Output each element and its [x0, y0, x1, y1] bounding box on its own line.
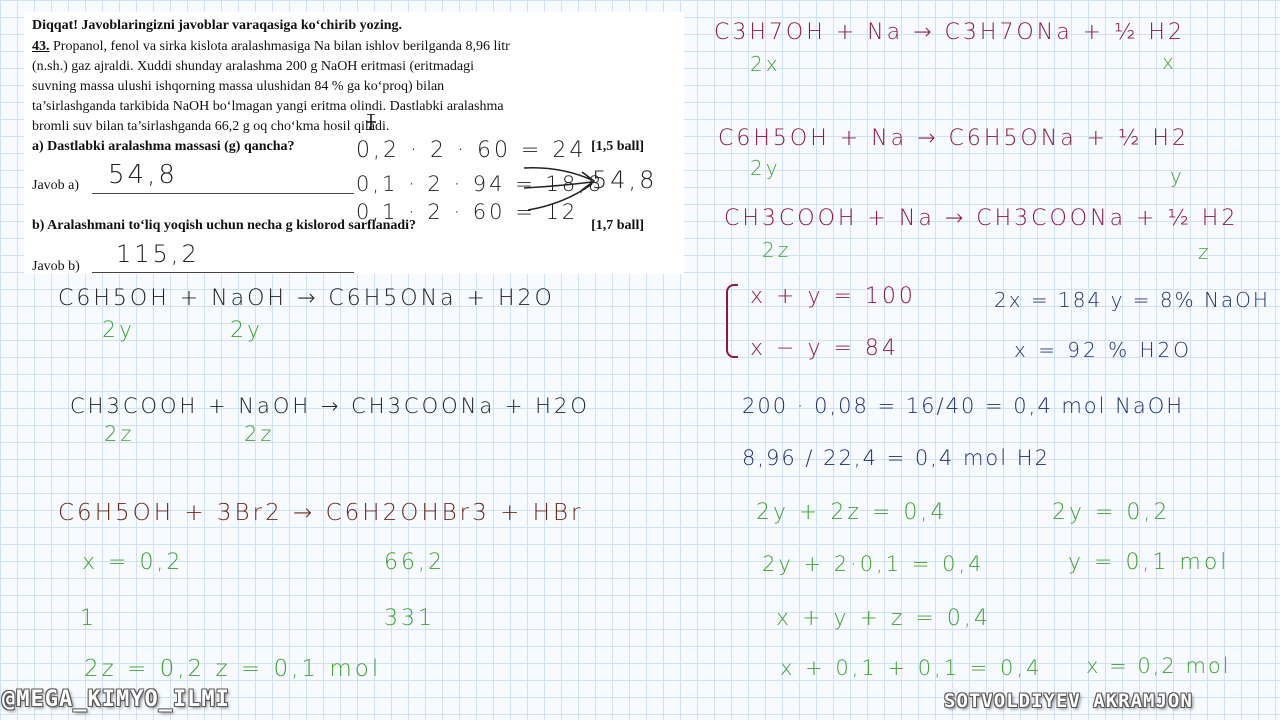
answer-a-value: 54,8: [108, 160, 178, 190]
answer-b-line: [92, 272, 354, 273]
system-brace: [726, 284, 738, 358]
calc-line-1: 0,2 · 2 · 60 = 24: [356, 138, 587, 163]
problem-line-4: ta’sirlashganda tarkibida NaOH bo‘lmagan yangi eritma olindi. Dastlabki aralashma: [32, 99, 504, 114]
acetic-naoh-equation: CH3COOH + NaOH → CH3COONa + H2O: [70, 394, 590, 418]
answer-b-label: Javob b): [32, 259, 80, 274]
system-solution-1: 2x = 184 y = 8% NaOH: [994, 288, 1270, 312]
notice-text: Diqqat! Javoblaringizni javoblar varaqasiga ko‘chirib yozing.: [32, 18, 402, 33]
propanol-na-equation: C3H7OH + Na → C3H7ONa + ½ H2: [714, 20, 1185, 45]
h2-moles: 8,96 / 22,4 = 0,4 mol H2: [742, 446, 1050, 470]
answer-a-line: [92, 193, 354, 194]
score-a: [1,5 ball]: [591, 139, 644, 154]
eq-x-substituted: x + 0,1 + 0,1 = 0,4: [780, 656, 1043, 680]
acetic-naoh-coef-1: 2z: [104, 422, 135, 446]
answer-b-value: 115,2: [116, 240, 200, 268]
phenol-h2-coef: y: [1170, 164, 1185, 188]
problem-line-5: bromli suv bilan ta’sirlashganda 66,2 g oq cho‘kma hosil qiladi.: [32, 119, 390, 134]
phenol-naoh-coef-2: 2y: [230, 318, 264, 343]
system-eq-2: x − y = 84: [750, 336, 899, 361]
watermark-channel: @MEGA_KIMYO_ILMI: [2, 687, 230, 712]
propanol-coef: 2x: [750, 52, 781, 76]
phenol-bromine-equation: C6H5OH + 3Br2 → C6H2OHBr3 + HBr: [58, 500, 584, 526]
question-a: a) Dastlabki aralashma massasi (g) qancha?: [32, 139, 295, 154]
eq-2y: 2y = 0,2: [1052, 500, 1171, 525]
eq-sum-xyz: x + y + z = 0,4: [776, 606, 991, 631]
problem-line-3: suvning massa ulushi ishqorning massa ulushidan 84 % ga ko‘proq) bilan: [32, 79, 445, 94]
acetic-naoh-coef-2: 2z: [244, 422, 275, 446]
naoh-moles: 200 · 0,08 = 16/40 = 0,4 mol NaOH: [742, 394, 1185, 418]
acetic-coef: 2z: [762, 238, 792, 262]
problem-line-2: (n.sh.) gaz ajraldi. Xuddi shunday aralashma 200 g NaOH eritmasi (eritmadagi: [32, 59, 475, 74]
mole-one: 1: [80, 606, 97, 631]
question-b: b) Aralashmani to‘liq yoqish uchun necha g kislorod sarflanadi?: [32, 218, 417, 233]
calc-line-3: 0,1 · 2 · 60 = 12: [356, 200, 579, 224]
system-eq-1: x + y = 100: [750, 284, 916, 309]
watermark-author: SOTVOLDIYEV AKRAMJON: [944, 690, 1193, 712]
score-b: [1,7 ball]: [591, 218, 644, 233]
sum-arrow-icon: [520, 160, 600, 216]
eq-2y-2z: 2y + 2z = 0,4: [756, 500, 948, 525]
answer-a-label: Javob a): [32, 178, 80, 193]
x-value: x = 0,2: [82, 550, 184, 575]
y-solution: y = 0,1 mol: [1068, 550, 1230, 575]
x-solution: x = 0,2 mol: [1086, 654, 1231, 678]
z-solution: 2z = 0,2 z = 0,1 mol: [84, 656, 382, 682]
eq-2y-substituted: 2y + 2·0,1 = 0,4: [762, 552, 985, 576]
propanol-h2-coef: x: [1162, 50, 1177, 74]
problem-line-1: [32, 39, 510, 55]
text-cursor-icon: [364, 114, 378, 130]
phenol-na-equation: C6H5OH + Na → C6H5ONa + ½ H2: [718, 126, 1189, 151]
system-solution-2: x = 92 % H2O: [1014, 338, 1192, 362]
molar-mass-331: 331: [384, 606, 435, 631]
acetic-na-equation: CH3COOH + Na → CH3COONa + ½ H2: [724, 206, 1239, 231]
problem-number: 43.: [32, 39, 50, 54]
phenol-naoh-coef-1: 2y: [102, 318, 136, 343]
phenol-coef: 2y: [750, 156, 781, 180]
acetic-h2-coef: z: [1198, 240, 1212, 264]
calc-line-2: 0,1 · 2 · 94 = 18,8: [356, 172, 605, 196]
precipitate-mass: 66,2: [384, 550, 445, 575]
calc-sum: 54,8: [592, 166, 658, 194]
phenol-naoh-equation: C6H5OH + NaOH → C6H5ONa + H2O: [58, 286, 555, 311]
problem-line-1-text: Propanol, fenol va sirka kislota aralashmasiga Na bilan ishlov berilganda 8,96 litr: [53, 39, 510, 54]
